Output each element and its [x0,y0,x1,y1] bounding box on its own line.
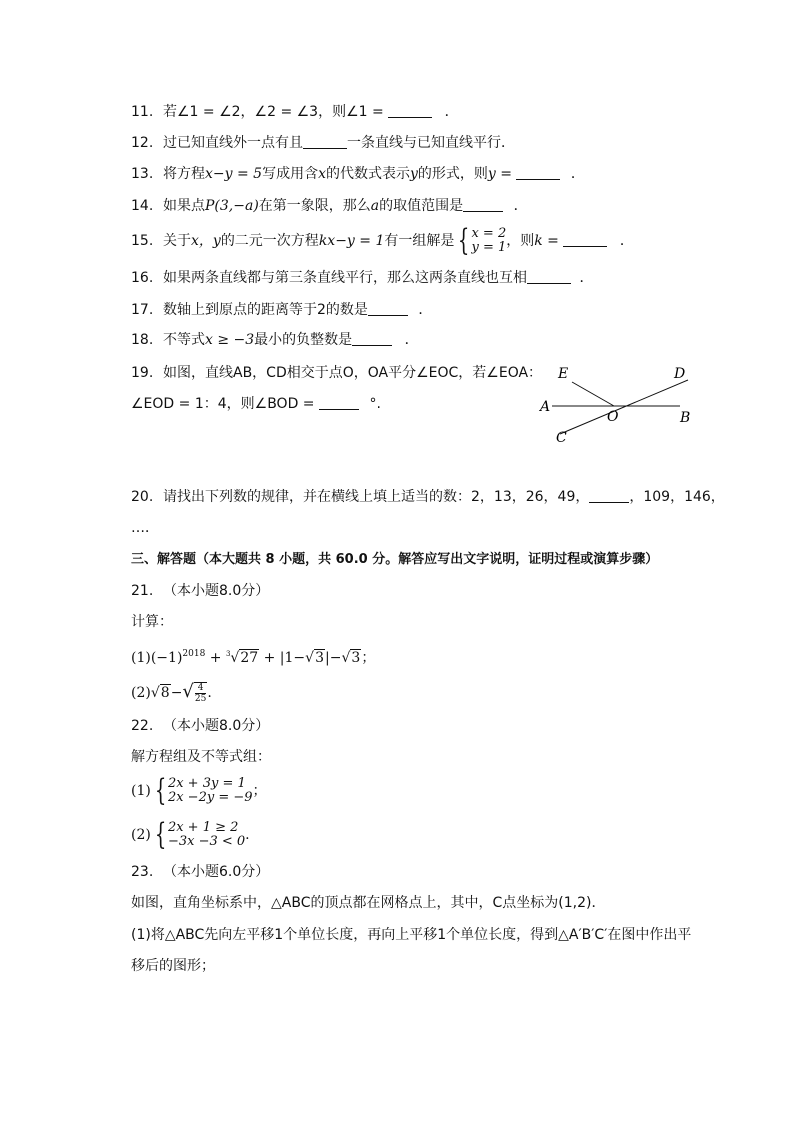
brace-icon: { [458,223,470,258]
question-number: 21. [131,583,154,599]
question-13 [131,164,585,184]
solution-system: x = 2 y = 1 [471,226,507,255]
question-22-part-1: (1) { 2x + 3y = 1 2x −2y = −9 ； [131,773,267,808]
question-number: 18. [131,332,154,348]
question-23-line-3: 移后的图形； [131,958,215,974]
question-text: 不等式 [163,332,205,348]
question-text: ，则 [506,233,535,249]
question-19-line-2 [131,394,381,414]
question-14 [131,196,528,216]
answer-blank[interactable] [563,232,607,247]
answer-blank[interactable] [527,269,571,284]
question-text: 如果点 [163,198,205,214]
part-label: (2) [131,685,151,701]
question-11 [131,102,459,122]
question-21-part-1: $(1)(-1)^{2018} + ^3√27 + |1-√3|-√3$； [131,649,376,666]
question-text: 在第一象限，那么 [258,198,371,214]
question-text: 的取值范围是 [379,198,464,214]
question-number: 22. [131,718,154,734]
period: ． [513,198,528,214]
question-number: 13. [131,166,154,182]
equation: x−y = 5 [205,166,263,182]
radicand: 3 [315,650,325,666]
question-22-part-2: (2) { 2x + 1 ≥ 2 −3x −3 < 0 . [131,817,250,852]
question-text: 过已知直线外一点有且 [163,135,303,151]
part-label: (2) [131,827,151,843]
radicand: 8 [160,685,170,701]
question-20 [131,487,725,507]
answer-blank[interactable] [388,103,432,118]
period: ． [579,270,594,286]
equation: kx−y = 1 [318,233,385,249]
answer-blank[interactable] [589,488,629,503]
question-text: 如果两条直线都与第三条直线平行，那么这两条直线也互相 [163,270,527,286]
question-18 [131,330,419,350]
degree-sign: °. [369,396,381,412]
question-number: 20. [131,489,154,505]
question-22-title: 解方程组及不等式组： [131,749,271,765]
variables: x，y [191,233,221,249]
question-17 [131,300,432,320]
question-16 [131,268,593,288]
root-index: 3 [225,650,231,658]
question-text: 一条直线与已知直线平行． [347,135,515,151]
score-note: （本小题6.0分） [163,864,270,880]
question-text: 数轴上到原点的距离等于2的数是 [163,302,368,318]
score-note: （本小题8.0分） [163,718,270,734]
question-number: 11. [131,104,154,120]
answer-lhs: y = [487,166,517,182]
period: ． [570,166,585,182]
question-23-header [131,862,269,882]
ellipsis: …． [131,520,159,536]
inequality: x ≥ −3 [205,332,255,348]
ray-OE [572,382,614,406]
fraction: $\frac{4}{25}$ [194,683,207,704]
period: ． [619,233,634,249]
question-text: 的二元一次方程 [220,233,319,249]
question-text: 的代数式表示 [325,166,410,182]
label-D: D [674,366,686,382]
answer-blank[interactable] [319,395,359,410]
variable: x [318,166,326,182]
question-number: 17. [131,302,154,318]
period: ． [418,302,433,318]
radical-icon: √ [150,685,160,701]
question-text: 最小的负整数是 [254,332,353,348]
brace-icon: { [154,817,167,852]
label-B: B [680,410,691,426]
question-number: 23. [131,864,154,880]
question-23-line-1: 如图，直角坐标系中，△ABC的顶点都在网格点上，其中，C点坐标为(1,2)． [131,895,606,911]
question-22-header [131,716,269,736]
question-text: 如图，直线AB，CD相交于点O，OA平分∠EOC，若∠EOA： [163,365,543,381]
label-C: C [556,430,567,446]
radical-icon: √ [305,650,315,666]
variable: a [370,198,380,214]
period: ． [444,104,459,120]
question-19 [131,363,542,383]
radical-icon: √ [230,650,240,666]
answer-blank[interactable] [463,197,503,212]
section-heading: 三、解答题（本大题共 8 小题，共 60.0 分。解答应写出文字说明，证明过程或演算步骤） [131,552,659,567]
question-text: 关于 [163,233,191,249]
question-text: 将方程 [163,166,205,182]
inequality-system: 2x + 1 ≥ 2 −3x −3 < 0 [167,820,246,849]
answer-blank[interactable] [368,301,408,316]
question-23-line-2: (1)将△ABC先向左平移1个单位长度，再向上平移1个单位长度，得到△A′B′C′在图中作出平 [131,927,692,943]
period: ． [404,332,419,348]
equation-system: 2x + 3y = 1 2x −2y = −9 [167,776,253,805]
answer-lhs: k = [534,233,564,249]
radical-icon: √ [341,650,351,666]
question-number: 14. [131,198,154,214]
question-text: 请找出下列数的规律，并在横线上填上适当的数：2，13，26，49， [163,489,590,505]
question-text: 有一组解是 [384,233,455,249]
intersecting-lines-figure [530,360,710,450]
label-O: O [607,409,619,425]
part-label: (1) [131,650,151,666]
answer-blank[interactable] [303,134,347,149]
question-text: 的形式，则 [417,166,488,182]
question-21-title: 计算： [131,614,173,630]
answer-blank[interactable] [516,165,560,180]
question-21-header [131,581,269,601]
exponent: 2018 [182,649,206,659]
question-number: 12. [131,135,154,151]
question-text: ，109，146， [629,489,725,505]
question-text: 若∠1 = ∠2，∠2 = ∠3，则∠1 = [163,104,389,120]
question-21-part-2: (2)√8−√ $\frac{4}{25}$. [131,681,212,704]
radicand: 3 [351,650,361,666]
radical-icon: √ [182,681,194,702]
label-A: A [540,399,551,415]
label-E: E [558,366,569,382]
score-note: （本小题8.0分） [163,583,270,599]
question-number: 16. [131,270,154,286]
question-number: 19. [131,365,154,381]
point: P(3,−a) [205,198,259,214]
brace-icon: { [154,773,167,808]
part-label: (1) [131,783,151,799]
question-text: ∠EOD = 1：4，则∠BOD = [131,396,319,412]
radicand: 27 [240,650,259,666]
question-number: 15. [131,233,154,249]
variable: y [409,166,418,182]
question-15 [131,223,634,258]
answer-blank[interactable] [352,331,392,346]
question-text: 写成用含 [262,166,319,182]
question-12 [131,133,515,153]
line-CD [560,380,691,434]
base: (−1) [150,650,183,666]
question-20-line-2 [131,518,159,538]
